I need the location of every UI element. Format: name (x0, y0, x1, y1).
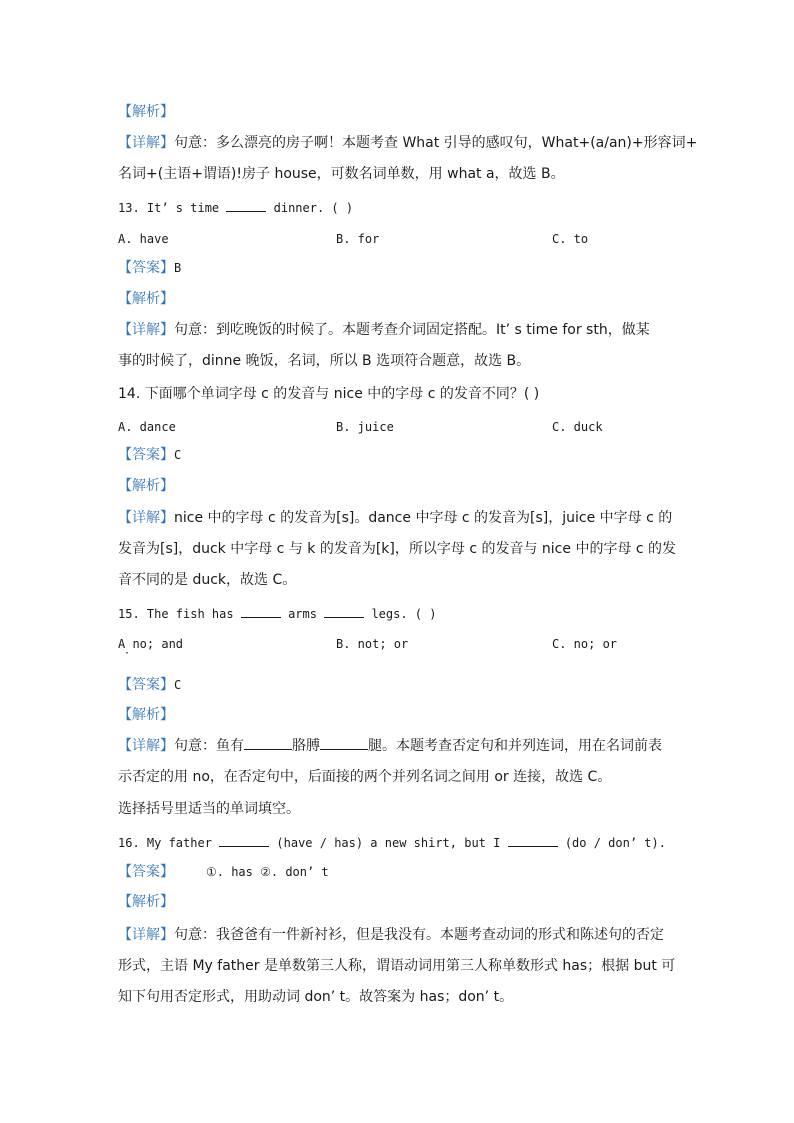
analysis-heading-q15: 【解析】 (118, 707, 174, 723)
option-c-q14: C. duck (552, 420, 603, 434)
answer-q13: 【答案】B (118, 260, 182, 276)
option-a-q15: A no; and (118, 637, 184, 651)
answer-blank (244, 738, 292, 750)
option-c-q15: C. no; or (552, 637, 618, 651)
detail-q15-line2: 示否定的用 no，在否定句中，后面接的两个并列名词之间用 or 连接，故选 C。 (118, 769, 612, 785)
question-16-stem: 16. My father (have / has) a new shirt, but I (do / don’ t). (118, 836, 666, 850)
detail-q13-line1: 【详解】句意：到吃晚饭的时候了。本题考查介词固定搭配。It’ s time for sth，做某 (118, 322, 650, 338)
detail-q13-line2: 事的时候了，dinne 晚饭，名词，所以 B 选项符合题意，故选 B。 (118, 353, 531, 369)
detail-q14-line3: 音不同的是 duck，故选 C。 (118, 572, 297, 588)
analysis-heading-q16: 【解析】 (118, 894, 174, 910)
answer-q14: 【答案】C (118, 447, 182, 463)
answer-blank (320, 738, 368, 750)
detail-q15-line1: 【详解】句意：鱼有 胳膊 腿。本题考查否定句和并列连词，用在名词前表 (118, 738, 662, 754)
answer-q16: 【答案】 ①. has ②. don’ t (118, 864, 329, 880)
option-c-q13: C. to (552, 232, 589, 246)
detail-q14-line1: 【详解】nice 中的字母 c 的发音为[s]。dance 中字母 c 的发音为[s]，juice 中字母 c 的 (118, 510, 673, 526)
question-13-stem: 13. It’ s time dinner. ( ) (118, 201, 354, 215)
analysis-heading-q12: 【解析】 (118, 104, 174, 120)
detail-q16-line3: 知下句用否定形式，用助动词 don’ t。故答案为 has；don’ t。 (118, 989, 514, 1005)
detail-q16-line2: 形式，主语 My father 是单数第三人称，谓语动词用第三人称单数形式 has；根据 but 可 (118, 958, 676, 974)
detail-q12-line1: 【详解】句意：多么漂亮的房子啊！本题考查 What 引导的感叹句，What+(a/an)+形容词+ (118, 135, 698, 151)
option-a-q14: A. dance (118, 420, 176, 434)
analysis-heading-q13: 【解析】 (118, 291, 174, 307)
analysis-heading-q14: 【解析】 (118, 478, 174, 494)
option-a-dot: · (124, 648, 131, 659)
answer-blank (219, 835, 269, 847)
question-14-stem: 14. 下面哪个单词字母 c 的发音与 nice 中的字母 c 的发音不同？( ) (118, 386, 540, 402)
answer-blank (508, 835, 558, 847)
option-b-q14: B. juice (336, 420, 394, 434)
question-15-stem: 15. The fish has arms legs. ( ) (118, 607, 437, 621)
option-b-q13: B. for (336, 232, 380, 246)
answer-blank (241, 606, 281, 618)
option-b-q15: B. not; or (336, 637, 409, 651)
answer-blank (226, 200, 266, 212)
section-instruction: 选择括号里适当的单词填空。 (118, 801, 300, 817)
detail-q16-line1: 【详解】句意：我爸爸有一件新衬衫，但是我没有。本题考查动词的形式和陈述句的否定 (118, 927, 664, 943)
detail-q14-line2: 发音为[s]，duck 中字母 c 与 k 的发音为[k]，所以字母 c 的发音与 nice 中的字母 c 的发 (118, 541, 677, 557)
answer-q15: 【答案】C (118, 677, 182, 693)
detail-q12-line2: 名词+(主语+谓语)!房子 house，可数名词单数，用 what a，故选 B。 (118, 166, 565, 182)
option-a-q13: A. have (118, 232, 169, 246)
answer-blank (324, 606, 364, 618)
